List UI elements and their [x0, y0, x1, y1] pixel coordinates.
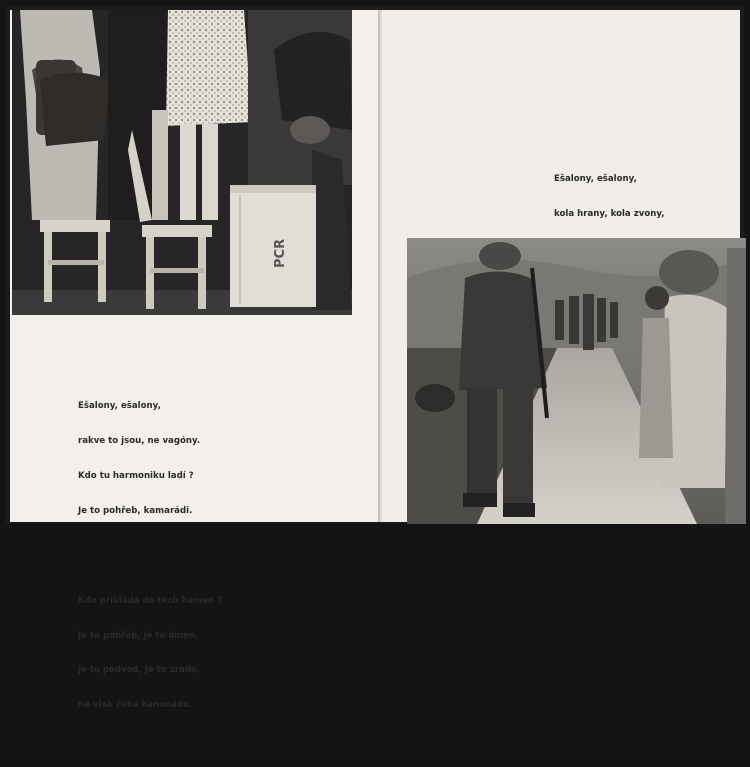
book-spread [6, 6, 744, 711]
poem-line: Je to pohřeb, je to ámen, [78, 630, 199, 641]
poem-line: je to podvod, je to zrada, [78, 665, 200, 676]
right-page [382, 10, 740, 522]
crowd-photo-image [12, 10, 352, 315]
poem-line: Ešalony, ešalony, [78, 401, 161, 412]
poem-line: na vlak čeká kanonáda. [78, 700, 193, 711]
crowd-photo [12, 10, 352, 315]
soldiers-photo [407, 238, 746, 524]
left-page [10, 10, 379, 711]
left-poem-stanza-2 [78, 573, 222, 735]
poem-line: Ešalony, ešalony, [554, 174, 637, 185]
poem-line: kola hrany, kola zvony, [554, 209, 665, 220]
left-poem [78, 355, 222, 767]
left-poem-stanza-1 [78, 378, 222, 540]
poem-line: rakve to jsou, ne vagóny. [78, 436, 201, 447]
soldiers-photo-image [407, 238, 746, 524]
poem-line: Kdo tu harmoniku ladí ? [78, 470, 194, 481]
crate-label: PCR [273, 238, 288, 268]
poem-line: Je to pohřeb, kamarádi. [78, 505, 193, 516]
poem-line: Kdo přikládá do těch kamen ? [78, 595, 223, 606]
